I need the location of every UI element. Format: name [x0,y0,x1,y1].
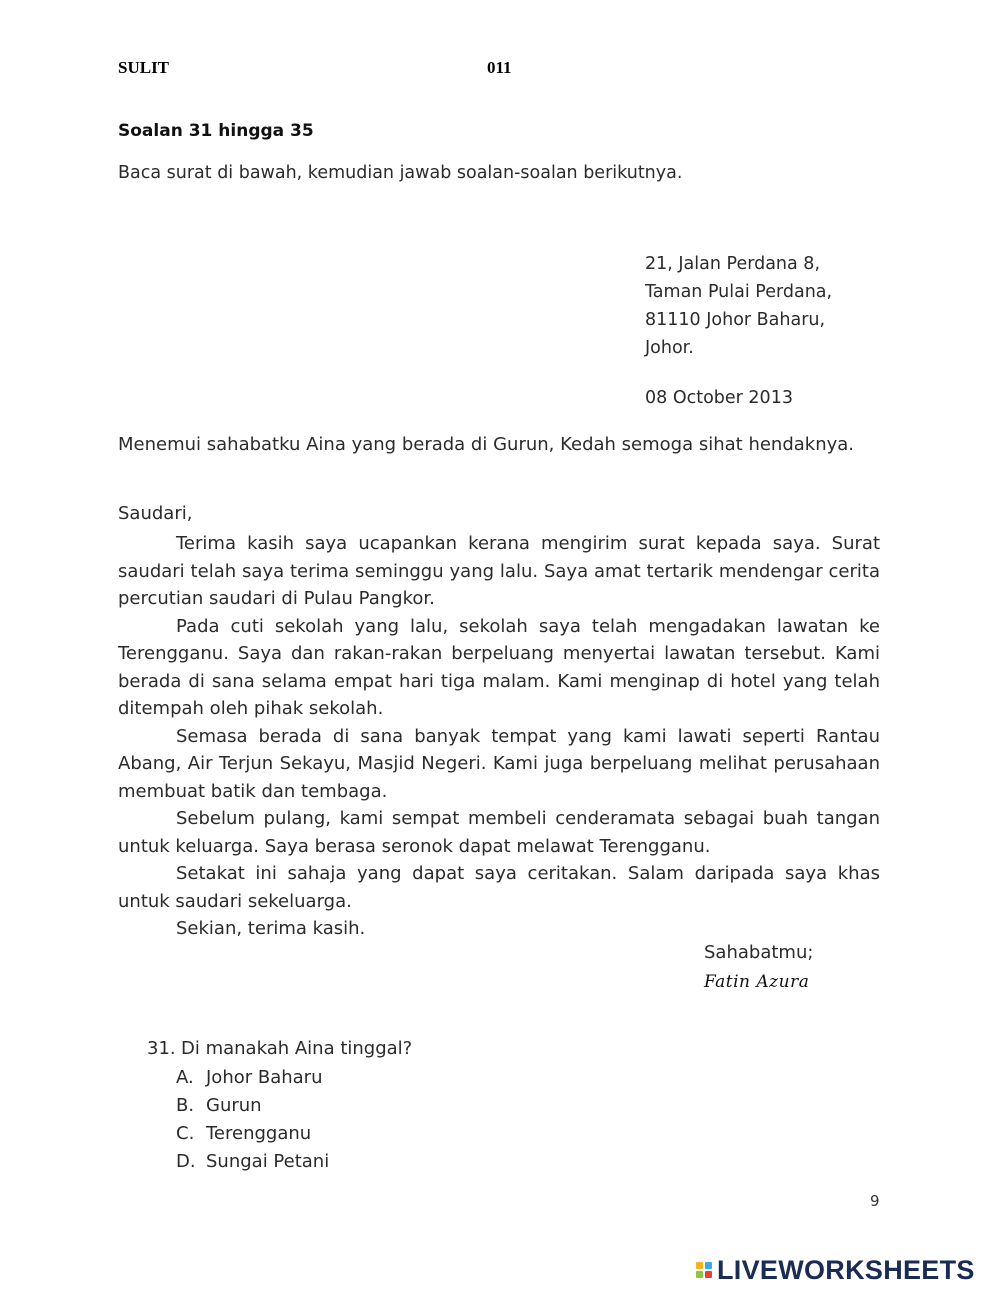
option-b[interactable] [176,1092,329,1120]
question-text: Di manakah Aina tinggal? [181,1038,413,1059]
letter-paragraph: Setakat ini sahaja yang dapat saya ceritakan. Salam daripada saya khas untuk saudari sekeluarga. [118,863,880,912]
letter-body [118,530,880,943]
option-letter: C. [176,1123,195,1144]
letter-paragraph: Sekian, terima kasih. [176,918,366,939]
option-text: Gurun [206,1095,262,1116]
brand-name: LIVEWORKSHEETS [717,1255,975,1285]
letter-paragraph: Sebelum pulang, kami sempat membeli cenderamata sebagai buah tangan untuk keluarga. Saya berasa seronok dapat melawat Terengganu. [118,808,880,857]
sender-address [645,250,832,362]
instruction-text: Baca surat di bawah, kemudian jawab soalan-soalan berikutnya. [118,163,683,183]
logo-squares-icon [696,1262,712,1278]
header-paper-code: 011 [487,58,512,77]
letter-closing: Sahabatmu; [704,942,814,963]
page-number: 9 [870,1192,880,1210]
option-text: Johor Baharu [206,1067,323,1088]
logo-square [696,1262,703,1269]
letter-paragraph: Semasa berada di sana banyak tempat yang kami lawati seperti Rantau Abang, Air Terjun Sekayu, Masjid Negeri. Kami juga berpeluang melihat perusahaan membuat batik dan tembaga. [118,725,880,802]
letter-greeting: Menemui sahabatku Aina yang berada di Gurun, Kedah semoga sihat hendaknya. [118,434,855,455]
question-number: 31. [147,1038,176,1059]
section-heading: Soalan 31 hingga 35 [118,121,314,141]
option-letter: D. [176,1151,196,1172]
option-a[interactable] [176,1064,329,1092]
address-line: 81110 Johor Baharu, [645,310,826,330]
address-line: Johor. [645,338,694,358]
letter-salutation: Saudari, [118,503,193,524]
question-31 [147,1038,412,1059]
address-line: 21, Jalan Perdana 8, [645,254,821,274]
letter-paragraph: Pada cuti sekolah yang lalu, sekolah saya telah mengadakan lawatan ke Terengganu. Saya dan rakan-rakan berpeluang menyertai lawatan tersebut. Kami berada di sana selama empat hari tiga malam. Kami menginap di hotel yang telah ditempah oleh pihak sekolah. [118,615,880,719]
address-line: Taman Pulai Perdana, [645,282,833,302]
header-sulit: SULIT [118,58,170,77]
letter-signature: Fatin Azura [704,972,810,992]
option-d[interactable] [176,1148,329,1176]
option-text: Sungai Petani [206,1151,330,1172]
liveworksheets-logo[interactable] [696,1255,975,1285]
logo-square [696,1271,703,1278]
option-c[interactable] [176,1120,329,1148]
logo-square [705,1271,712,1278]
answer-options [176,1064,329,1176]
option-letter: A. [176,1067,194,1088]
letter-paragraph: Terima kasih saya ucapankan kerana mengirim surat kepada saya. Surat saudari telah saya terima seminggu yang lalu. Saya amat tertarik mendengar cerita percutian saudari di Pulau Pangkor. [118,533,880,609]
option-letter: B. [176,1095,195,1116]
letter-date: 08 October 2013 [645,388,793,408]
logo-square [705,1262,712,1269]
option-text: Terengganu [206,1123,312,1144]
